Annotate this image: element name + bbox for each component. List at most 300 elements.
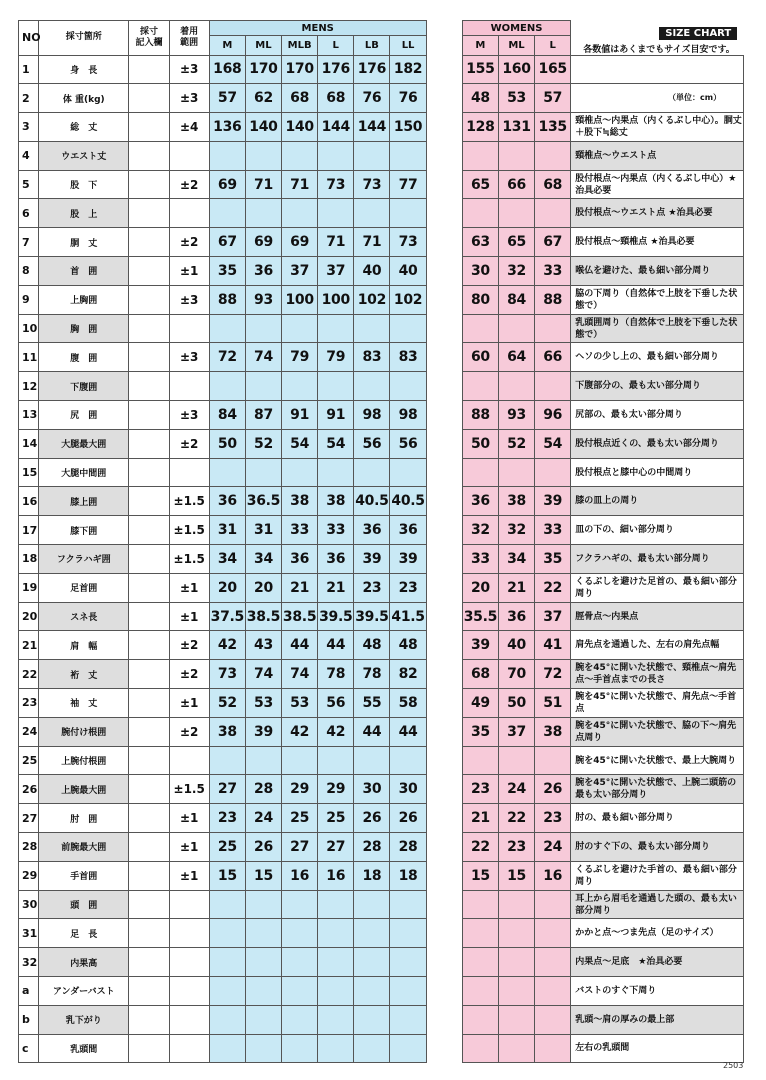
entry-cell[interactable] xyxy=(129,833,169,862)
mens-value xyxy=(390,372,426,401)
mens-value: 29 xyxy=(318,775,354,804)
mens-value: 16 xyxy=(318,861,354,890)
tolerance: ±2 xyxy=(169,429,209,458)
measurement-name: アンダーバスト xyxy=(39,977,129,1006)
entry-cell[interactable] xyxy=(129,516,169,545)
column-gap xyxy=(426,401,462,430)
measurement-description: 脛骨点～内果点 xyxy=(571,602,744,631)
row-number: 3 xyxy=(19,113,39,142)
entry-cell[interactable] xyxy=(129,631,169,660)
mens-value: 140 xyxy=(282,113,318,142)
entry-cell[interactable] xyxy=(129,228,169,257)
mens-value: 44 xyxy=(390,717,426,746)
mens-value: 69 xyxy=(209,170,245,199)
table-row xyxy=(19,372,744,401)
measurement-name: 大腿中間囲 xyxy=(39,458,129,487)
womens-value: 16 xyxy=(535,861,571,890)
mens-value: 54 xyxy=(318,429,354,458)
mens-value: 84 xyxy=(209,401,245,430)
entry-cell[interactable] xyxy=(129,170,169,199)
tolerance: ±1 xyxy=(169,689,209,718)
mens-value: 25 xyxy=(318,804,354,833)
mens-value: 15 xyxy=(209,861,245,890)
entry-cell[interactable] xyxy=(129,199,169,228)
mens-value xyxy=(209,141,245,170)
table-row xyxy=(19,429,744,458)
womens-value: 24 xyxy=(535,833,571,862)
mens-value: 40.5 xyxy=(390,487,426,516)
womens-value xyxy=(498,977,534,1006)
measurement-name: 肩 幅 xyxy=(39,631,129,660)
column-gap xyxy=(426,804,462,833)
header-mens: MENS xyxy=(209,21,426,36)
mens-value: 144 xyxy=(318,113,354,142)
measurement-name: 肘 囲 xyxy=(39,804,129,833)
mens-value xyxy=(354,919,390,948)
row-number: 12 xyxy=(19,372,39,401)
table-row xyxy=(19,257,744,286)
mens-value: 36 xyxy=(282,545,318,574)
womens-value xyxy=(498,890,534,919)
measurement-name: 股 下 xyxy=(39,170,129,199)
mens-value xyxy=(390,890,426,919)
entry-cell[interactable] xyxy=(129,1005,169,1034)
mens-value: 78 xyxy=(318,660,354,689)
mens-value: 136 xyxy=(209,113,245,142)
entry-cell[interactable] xyxy=(129,602,169,631)
mens-value xyxy=(390,919,426,948)
mens-value: 55 xyxy=(354,689,390,718)
womens-value: 22 xyxy=(462,833,498,862)
womens-value: 32 xyxy=(462,516,498,545)
mens-value: 36 xyxy=(209,487,245,516)
measurement-description: 頸椎点～ウエスト点 xyxy=(571,141,744,170)
mens-value: 67 xyxy=(209,228,245,257)
table-row xyxy=(19,113,744,142)
mens-value xyxy=(282,1005,318,1034)
entry-cell[interactable] xyxy=(129,660,169,689)
measurement-name: 膝上囲 xyxy=(39,487,129,516)
womens-value xyxy=(535,977,571,1006)
entry-cell[interactable] xyxy=(129,804,169,833)
womens-size-header: ML xyxy=(498,36,534,55)
mens-value: 42 xyxy=(318,717,354,746)
entry-cell[interactable] xyxy=(129,458,169,487)
womens-value: 35 xyxy=(535,545,571,574)
mens-value: 98 xyxy=(354,401,390,430)
measurement-description: 耳上から眉毛を通過した頭の、最も太い部分周り xyxy=(571,890,744,919)
womens-value: 65 xyxy=(498,228,534,257)
mens-size-header: L xyxy=(318,36,354,55)
mens-value: 76 xyxy=(390,84,426,113)
womens-value: 84 xyxy=(498,285,534,314)
womens-value: 35 xyxy=(462,717,498,746)
row-number: 22 xyxy=(19,660,39,689)
womens-value: 37 xyxy=(498,717,534,746)
mens-value xyxy=(209,746,245,775)
mens-value: 100 xyxy=(318,285,354,314)
mens-value: 48 xyxy=(354,631,390,660)
womens-value: 68 xyxy=(535,170,571,199)
table-row xyxy=(19,775,744,804)
mens-value: 74 xyxy=(245,343,281,372)
womens-value xyxy=(462,314,498,343)
womens-value: 52 xyxy=(498,429,534,458)
entry-cell[interactable] xyxy=(129,141,169,170)
mens-value: 28 xyxy=(390,833,426,862)
mens-value xyxy=(282,948,318,977)
mens-value: 176 xyxy=(354,55,390,84)
column-gap xyxy=(426,775,462,804)
mens-value: 23 xyxy=(354,573,390,602)
womens-size-header: L xyxy=(535,36,571,55)
tolerance xyxy=(169,948,209,977)
row-number: 10 xyxy=(19,314,39,343)
womens-value: 135 xyxy=(535,113,571,142)
measurement-name: 上腕最大囲 xyxy=(39,775,129,804)
womens-value xyxy=(535,948,571,977)
mens-value xyxy=(318,948,354,977)
entry-cell[interactable] xyxy=(129,429,169,458)
measurement-description: 肘のすぐ下の、最も太い部分周り xyxy=(571,833,744,862)
mens-value xyxy=(354,199,390,228)
mens-value: 93 xyxy=(245,285,281,314)
measurement-name: 腹 囲 xyxy=(39,343,129,372)
mens-value xyxy=(245,977,281,1006)
measurement-name: 胴 丈 xyxy=(39,228,129,257)
column-gap xyxy=(426,343,462,372)
table-row xyxy=(19,861,744,890)
measurement-description: 腕を45°に開いた状態で、脇の下～肩先点周り xyxy=(571,717,744,746)
entry-cell[interactable] xyxy=(129,890,169,919)
entry-cell[interactable] xyxy=(129,343,169,372)
mens-value xyxy=(209,890,245,919)
tolerance: ±3 xyxy=(169,55,209,84)
row-number: 9 xyxy=(19,285,39,314)
measurement-description: 股付根点近くの、最も太い部分周り xyxy=(571,429,744,458)
mens-value: 44 xyxy=(354,717,390,746)
womens-value xyxy=(498,1005,534,1034)
header-gap xyxy=(426,21,462,56)
mens-value: 176 xyxy=(318,55,354,84)
womens-value: 70 xyxy=(498,660,534,689)
mens-value: 69 xyxy=(282,228,318,257)
womens-value: 21 xyxy=(498,573,534,602)
tolerance xyxy=(169,372,209,401)
column-gap xyxy=(426,228,462,257)
womens-value: 49 xyxy=(462,689,498,718)
mens-value: 39.5 xyxy=(354,602,390,631)
mens-value: 83 xyxy=(354,343,390,372)
measurement-name: 膝下囲 xyxy=(39,516,129,545)
measurement-name: 上腕付根囲 xyxy=(39,746,129,775)
entry-cell[interactable] xyxy=(129,113,169,142)
entry-cell[interactable] xyxy=(129,401,169,430)
row-number: 32 xyxy=(19,948,39,977)
entry-cell[interactable] xyxy=(129,84,169,113)
womens-value: 60 xyxy=(462,343,498,372)
mens-value: 38 xyxy=(282,487,318,516)
column-gap xyxy=(426,631,462,660)
measurement-description: 喉仏を避けた、最も細い部分周り xyxy=(571,257,744,286)
mens-value xyxy=(354,372,390,401)
entry-cell[interactable] xyxy=(129,285,169,314)
womens-value: 15 xyxy=(498,861,534,890)
entry-cell[interactable] xyxy=(129,717,169,746)
womens-value xyxy=(462,746,498,775)
womens-value: 93 xyxy=(498,401,534,430)
mens-value: 16 xyxy=(282,861,318,890)
mens-value xyxy=(354,890,390,919)
row-number: 19 xyxy=(19,573,39,602)
entry-cell[interactable] xyxy=(129,775,169,804)
mens-value: 39 xyxy=(390,545,426,574)
row-number: 27 xyxy=(19,804,39,833)
womens-value xyxy=(498,746,534,775)
tolerance: ±1 xyxy=(169,804,209,833)
entry-cell[interactable] xyxy=(129,948,169,977)
womens-value xyxy=(535,1005,571,1034)
mens-value xyxy=(354,948,390,977)
tolerance xyxy=(169,746,209,775)
entry-cell[interactable] xyxy=(129,545,169,574)
mens-value xyxy=(390,746,426,775)
row-number: 30 xyxy=(19,890,39,919)
mens-value xyxy=(354,746,390,775)
measurement-name: 上胸囲 xyxy=(39,285,129,314)
mens-value xyxy=(354,458,390,487)
mens-value xyxy=(245,746,281,775)
entry-cell[interactable] xyxy=(129,55,169,84)
mens-value: 25 xyxy=(282,804,318,833)
mens-value xyxy=(282,314,318,343)
womens-value: 23 xyxy=(462,775,498,804)
row-number: 14 xyxy=(19,429,39,458)
mens-value xyxy=(390,141,426,170)
measurement-description: 尻部の、最も太い部分周り xyxy=(571,401,744,430)
table-row xyxy=(19,314,744,343)
tolerance xyxy=(169,977,209,1006)
row-number: 21 xyxy=(19,631,39,660)
row-number: c xyxy=(19,1034,39,1063)
entry-cell[interactable] xyxy=(129,861,169,890)
entry-cell[interactable] xyxy=(129,746,169,775)
measurement-name: 体 重(kg) xyxy=(39,84,129,113)
column-gap xyxy=(426,84,462,113)
measurement-name: スネ長 xyxy=(39,602,129,631)
womens-value: 57 xyxy=(535,84,571,113)
measurement-name: 裄 丈 xyxy=(39,660,129,689)
entry-cell[interactable] xyxy=(129,257,169,286)
womens-value xyxy=(462,890,498,919)
womens-value: 65 xyxy=(462,170,498,199)
mens-value: 100 xyxy=(282,285,318,314)
womens-value xyxy=(498,948,534,977)
column-gap xyxy=(426,746,462,775)
table-row xyxy=(19,458,744,487)
mens-value: 23 xyxy=(390,573,426,602)
mens-value xyxy=(318,314,354,343)
mens-value: 168 xyxy=(209,55,245,84)
womens-value: 88 xyxy=(535,285,571,314)
table-row xyxy=(19,1034,744,1063)
table-row xyxy=(19,573,744,602)
womens-value xyxy=(535,1034,571,1063)
row-number: 29 xyxy=(19,861,39,890)
column-gap xyxy=(426,717,462,746)
mens-value: 71 xyxy=(354,228,390,257)
womens-value: 23 xyxy=(498,833,534,862)
mens-value xyxy=(245,948,281,977)
mens-value xyxy=(209,919,245,948)
womens-size-header: M xyxy=(462,36,498,55)
measurement-description: 股付根点～内果点（内くるぶし中心）★治具必要 xyxy=(571,170,744,199)
womens-value: 33 xyxy=(535,516,571,545)
column-gap xyxy=(426,1034,462,1063)
womens-value: 155 xyxy=(462,55,498,84)
mens-value xyxy=(354,314,390,343)
mens-value xyxy=(209,1005,245,1034)
mens-value: 39 xyxy=(354,545,390,574)
mens-value: 91 xyxy=(318,401,354,430)
mens-value: 48 xyxy=(390,631,426,660)
womens-value: 68 xyxy=(462,660,498,689)
column-gap xyxy=(426,372,462,401)
row-number: 1 xyxy=(19,55,39,84)
mens-value: 37 xyxy=(282,257,318,286)
row-number: 13 xyxy=(19,401,39,430)
measurement-description: 下腹部分の、最も太い部分周り xyxy=(571,372,744,401)
tolerance: ±1 xyxy=(169,833,209,862)
measurement-name: 袖 丈 xyxy=(39,689,129,718)
mens-value xyxy=(245,372,281,401)
mens-size-header: LB xyxy=(354,36,390,55)
mens-value: 44 xyxy=(318,631,354,660)
womens-value: 32 xyxy=(498,257,534,286)
mens-value: 58 xyxy=(390,689,426,718)
row-number: 16 xyxy=(19,487,39,516)
tolerance: ±1.5 xyxy=(169,545,209,574)
measurement-description: ヘソの少し上の、最も細い部分周り xyxy=(571,343,744,372)
mens-value xyxy=(318,141,354,170)
mens-value xyxy=(245,1005,281,1034)
header-part: 採寸箇所 xyxy=(39,21,129,56)
mens-value xyxy=(282,199,318,228)
entry-cell[interactable] xyxy=(129,689,169,718)
entry-cell[interactable] xyxy=(129,977,169,1006)
entry-cell[interactable] xyxy=(129,487,169,516)
tolerance: ±3 xyxy=(169,401,209,430)
womens-value xyxy=(535,746,571,775)
mens-value xyxy=(318,199,354,228)
mens-value: 41.5 xyxy=(390,602,426,631)
mens-value: 102 xyxy=(354,285,390,314)
womens-value: 50 xyxy=(498,689,534,718)
mens-value xyxy=(318,458,354,487)
womens-value: 21 xyxy=(462,804,498,833)
womens-value xyxy=(462,458,498,487)
row-number: 17 xyxy=(19,516,39,545)
mens-value: 83 xyxy=(390,343,426,372)
tolerance: ±1.5 xyxy=(169,516,209,545)
tolerance: ±3 xyxy=(169,84,209,113)
row-number: 15 xyxy=(19,458,39,487)
table-row xyxy=(19,545,744,574)
header-no: NO xyxy=(19,21,39,56)
tolerance: ±1 xyxy=(169,602,209,631)
measurement-description: 乳頭～肩の厚みの最上部 xyxy=(571,1005,744,1034)
header-womens: WOMENS xyxy=(462,21,570,36)
row-number: 31 xyxy=(19,919,39,948)
womens-value: 35.5 xyxy=(462,602,498,631)
column-gap xyxy=(426,487,462,516)
mens-value: 28 xyxy=(245,775,281,804)
womens-value: 30 xyxy=(462,257,498,286)
mens-value: 26 xyxy=(245,833,281,862)
measurement-name: 乳頭間 xyxy=(39,1034,129,1063)
womens-value: 15 xyxy=(462,861,498,890)
mens-value xyxy=(209,458,245,487)
size-chart-table xyxy=(18,20,744,1063)
table-row xyxy=(19,285,744,314)
entry-cell[interactable] xyxy=(129,919,169,948)
tolerance xyxy=(169,919,209,948)
womens-value: 41 xyxy=(535,631,571,660)
womens-value: 22 xyxy=(498,804,534,833)
womens-value xyxy=(462,1005,498,1034)
row-number: 18 xyxy=(19,545,39,574)
measurement-name: 頭 囲 xyxy=(39,890,129,919)
row-number: 4 xyxy=(19,141,39,170)
womens-value: 54 xyxy=(535,429,571,458)
entry-cell[interactable] xyxy=(129,573,169,602)
mens-value xyxy=(209,372,245,401)
row-number: 7 xyxy=(19,228,39,257)
mens-value xyxy=(245,1034,281,1063)
tolerance: ±2 xyxy=(169,660,209,689)
header-chart-info xyxy=(571,21,744,56)
entry-cell[interactable] xyxy=(129,372,169,401)
measurement-name: 足 長 xyxy=(39,919,129,948)
mens-value: 21 xyxy=(282,573,318,602)
table-row xyxy=(19,890,744,919)
mens-value: 27 xyxy=(282,833,318,862)
womens-value: 23 xyxy=(535,804,571,833)
mens-value: 57 xyxy=(209,84,245,113)
mens-value: 52 xyxy=(209,689,245,718)
mens-size-header: LL xyxy=(390,36,426,55)
mens-value xyxy=(282,890,318,919)
row-number: 2 xyxy=(19,84,39,113)
mens-value: 31 xyxy=(245,516,281,545)
mens-value: 53 xyxy=(245,689,281,718)
entry-cell[interactable] xyxy=(129,1034,169,1063)
entry-cell[interactable] xyxy=(129,314,169,343)
measurement-name: ウエスト丈 xyxy=(39,141,129,170)
measurement-name: 尻 囲 xyxy=(39,401,129,430)
tolerance: ±2 xyxy=(169,228,209,257)
mens-value: 20 xyxy=(209,573,245,602)
mens-value xyxy=(245,141,281,170)
womens-value: 32 xyxy=(498,516,534,545)
measurement-name: 胸 囲 xyxy=(39,314,129,343)
row-number: 20 xyxy=(19,602,39,631)
mens-value xyxy=(282,372,318,401)
measurement-description: 皿の下の、細い部分周り xyxy=(571,516,744,545)
womens-value: 80 xyxy=(462,285,498,314)
mens-value xyxy=(282,746,318,775)
measurement-description xyxy=(571,55,744,84)
